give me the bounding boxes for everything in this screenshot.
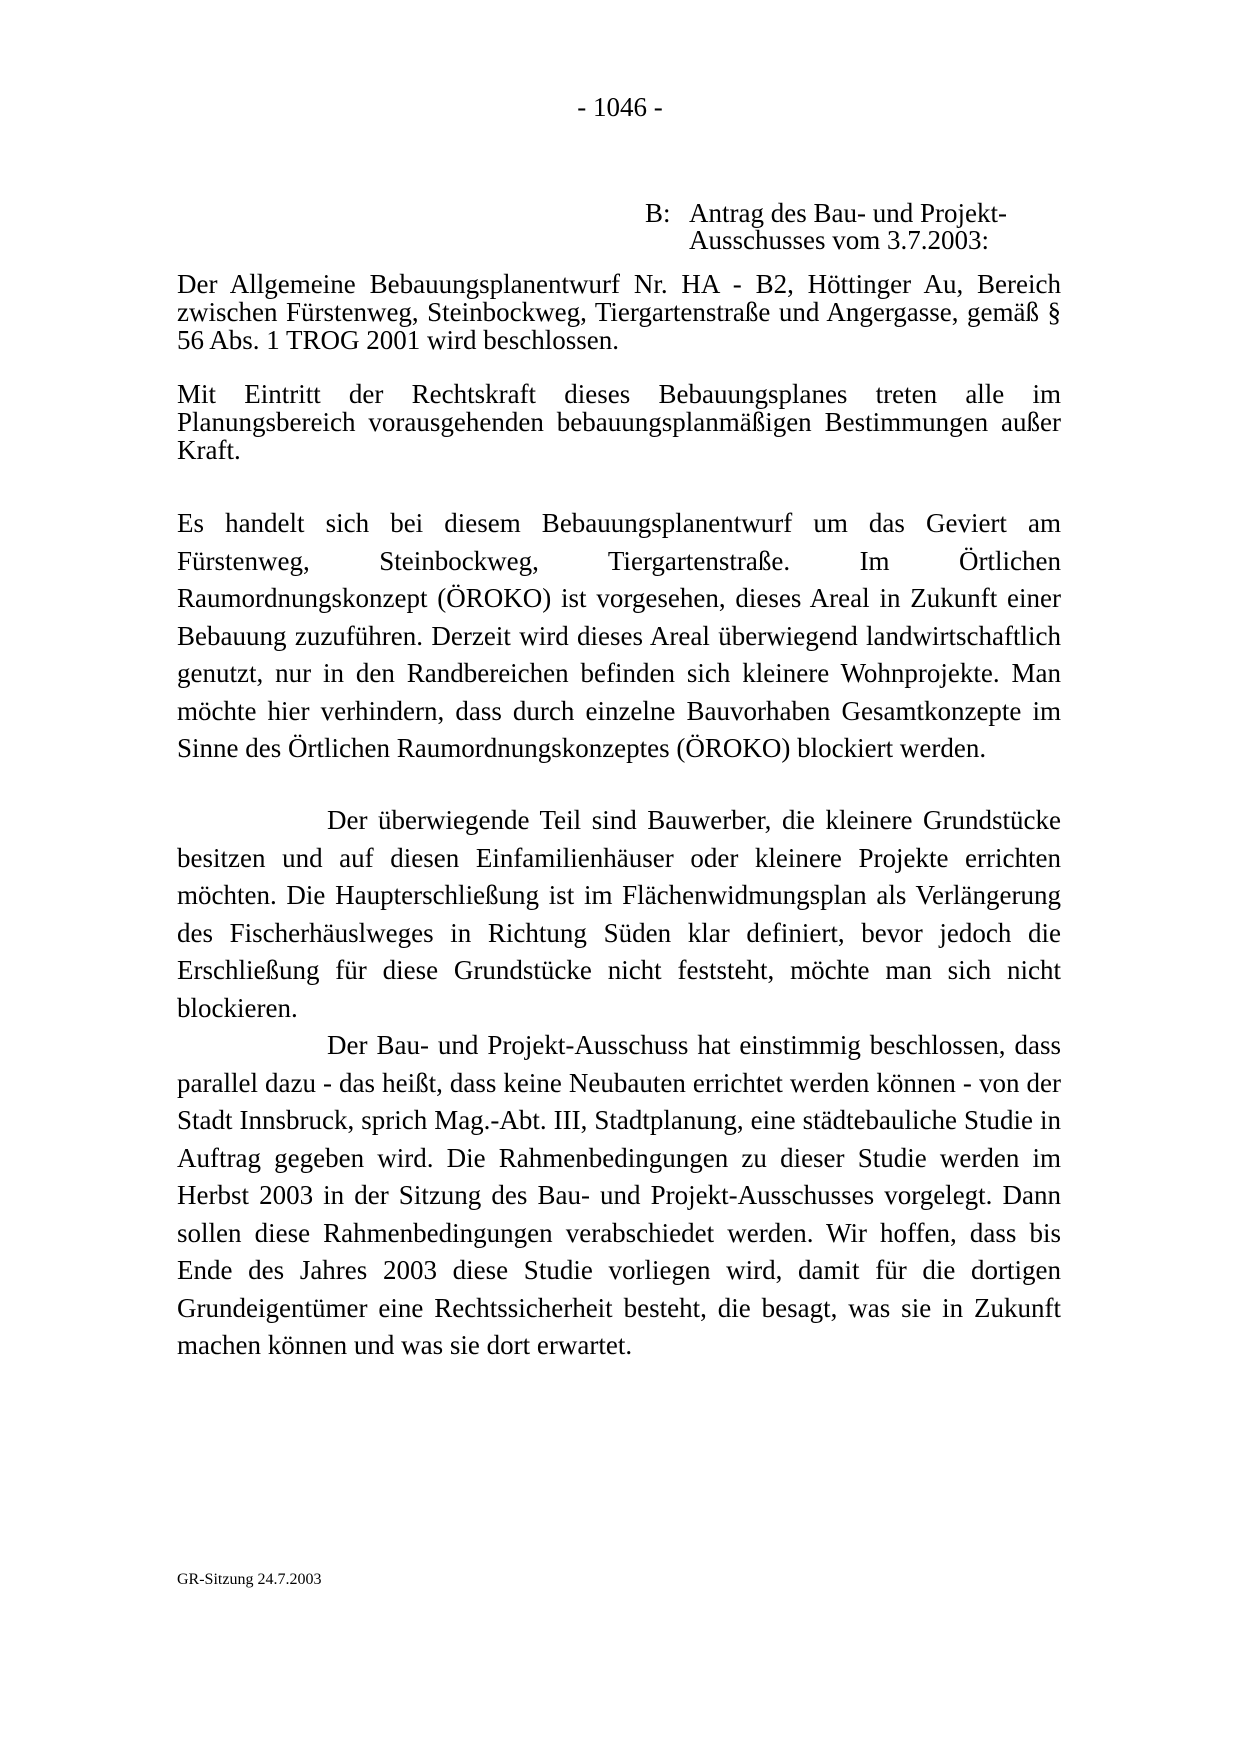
motion-title-line-1 <box>645 200 1065 227</box>
motion-title-line-2: Ausschusses vom 3.7.2003: <box>689 225 990 255</box>
resolution-text-1: Der Allgemeine Bebauungsplanentwurf Nr. HA - B2, Höttinger Au, Bereich zwischen Fürstenweg, Steinbockweg, Tiergartenstraße und Angergasse, gemäß § 56 Abs. 1 TROG 2001 wird beschlossen. <box>177 269 1061 355</box>
resolution-text-2: Mit Eintritt der Rechtskraft dieses Bebauungsplanes treten alle im Planungsbereich vorausgehenden bebauungsplanmäßigen Bestimmungen außer Kraft. <box>177 379 1061 465</box>
motion-title-text-1: Antrag des Bau- und Projekt- <box>689 198 1007 228</box>
footer-session-date: GR-Sitzung 24.7.2003 <box>177 1571 322 1588</box>
motion-label: B: <box>645 198 671 228</box>
page-number: - 1046 - <box>577 92 663 122</box>
body-paragraph-3: Der Bau- und Projekt-Ausschuss hat einstimmig beschlossen, dass parallel dazu - das heißt, dass keine Neubauten errichtet werden können - von der Stadt Innsbruck, sprich Mag.-Abt. III, Stadtplanung, eine städtebauliche Studie in Auftrag gegeben wird. Die Rahmenbedingungen zu dieser Studie werden im Herbst 2003 in der Sitzung des Bau- und Projekt-Ausschusses vorgelegt. Dann sollen diese Rahmenbedingungen verabschiedet werden. Wir hoffen, dass bis Ende des Jahres 2003 diese Studie vorliegen wird, damit für die dortigen Grundeigentümer eine Rechtssicherheit besteht, die besagt, was sie in Zukunft machen können und was sie dort erwartet. <box>177 1030 1061 1360</box>
body-paragraph-2: Der überwiegende Teil sind Bauwerber, die kleinere Grundstücke besitzen und auf diesen Einfamilienhäuser oder kleinere Projekte errichten möchten. Die Haupterschließung ist im Flächenwidmungsplan als Verlängerung des Fischerhäuslweges in Richtung Süden klar definiert, bevor jedoch die Erschließung für diese Grundstücke nicht feststeht, möchte man sich nicht blockieren. <box>177 805 1061 1023</box>
body-paragraph-1: Es handelt sich bei diesem Bebauungsplanentwurf um das Geviert am Fürstenweg, Steinbockweg, Tiergartenstraße. Im Örtlichen Raumordnungskonzept (ÖROKO) ist vorgesehen, dieses Areal in Zukunft einer Bebauung zuzuführen. Derzeit wird dieses Areal überwiegend landwirtschaftlich genutzt, nur in den Randbereichen befinden sich kleinere Wohnprojekte. Man möchte hier verhindern, dass durch einzelne Bauvorhaben Gesamtkonzepte im Sinne des Örtlichen Raumordnungskonzeptes (ÖROKO) blockiert werden. <box>177 508 1061 763</box>
motion-header <box>645 200 1065 254</box>
